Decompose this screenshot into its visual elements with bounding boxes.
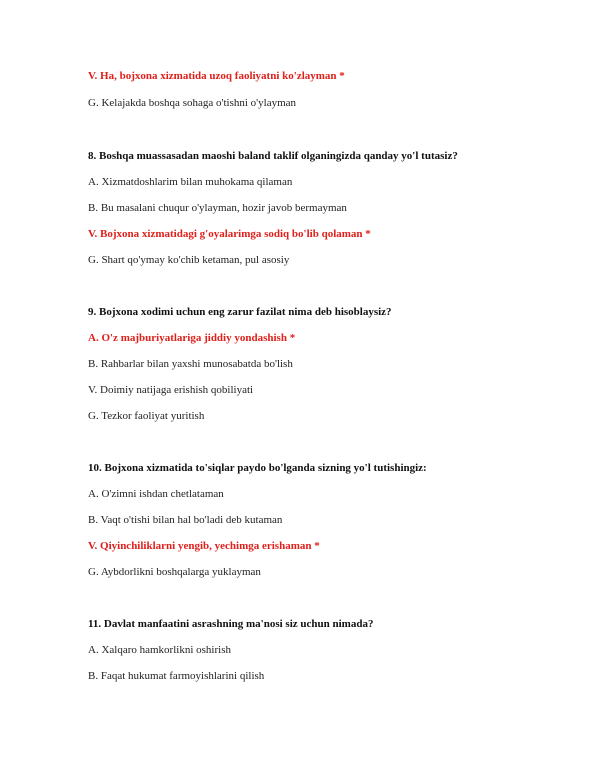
answer-option: B. Rahbarlar bilan yaxshi munosabatda bo'lish — [88, 358, 293, 370]
answer-option: G. Kelajakda boshqa sohaga o'tishni o'ylayman — [88, 97, 297, 109]
answer-option: B. Bu masalani chuqur o'ylayman, hozir javob bermayman — [88, 202, 347, 214]
answer-option-correct: V. Bojxona xizmatidagi g'oyalarimga sodiq bo'lib qolaman * — [88, 228, 371, 240]
answer-option: A. O'zimni ishdan chetlataman — [88, 488, 224, 500]
answer-option: G. Aybdorlikni boshqalarga yuklayman — [88, 566, 261, 578]
question-title: 11. Davlat manfaatini asrashning ma'nosi siz uchun nimada? — [88, 618, 374, 630]
answer-option-correct: A. O'z majburiyatlariga jiddiy yondashish * — [88, 332, 296, 344]
answer-option: G. Tezkor faoliyat yuritish — [88, 410, 205, 422]
question-title: 8. Boshqa muassasadan maoshi baland taklif olganingizda qanday yo'l tutasiz? — [88, 150, 458, 162]
answer-option-correct: V. Ha, bojxona xizmatida uzoq faoliyatni ko'zlayman * — [88, 70, 345, 82]
answer-option: A. Xizmatdoshlarim bilan muhokama qilaman — [88, 176, 293, 188]
answer-option: G. Shart qo'ymay ko'chib ketaman, pul asosiy — [88, 254, 290, 266]
answer-option: B. Faqat hukumat farmoyishlarini qilish — [88, 670, 265, 682]
answer-option: V. Doimiy natijaga erishish qobiliyati — [88, 384, 254, 396]
answer-option-correct: V. Qiyinchiliklarni yengib, yechimga erishaman * — [88, 540, 320, 552]
question-title: 9. Bojxona xodimi uchun eng zarur fazilat nima deb hisoblaysiz? — [88, 306, 392, 318]
answer-option: B. Vaqt o'tishi bilan hal bo'ladi deb kutaman — [88, 514, 283, 526]
question-title: 10. Bojxona xizmatida to'siqlar paydo bo'lganda sizning yo'l tutishingiz: — [88, 462, 427, 474]
answer-option: A. Xalqaro hamkorlikni oshirish — [88, 644, 231, 656]
